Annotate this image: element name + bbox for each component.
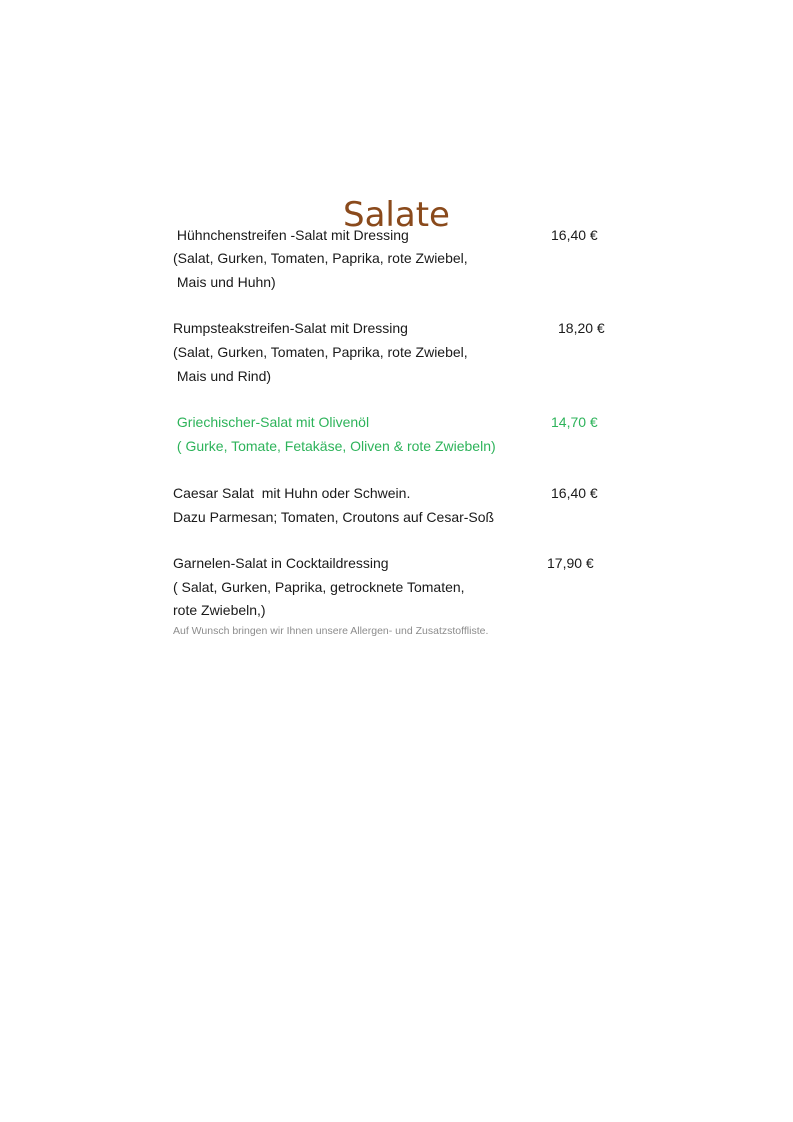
menu-item-description: Dazu Parmesan; Tomaten, Croutons auf Cesar-Soß bbox=[173, 509, 495, 525]
menu-item-price: 18,20 € bbox=[558, 320, 605, 336]
menu-item-description: Mais und Huhn) bbox=[173, 274, 276, 290]
menu-item-description: (Salat, Gurken, Tomaten, Paprika, rote Zwiebel, bbox=[173, 344, 468, 360]
menu-item-description: ( Gurke, Tomate, Fetakäse, Oliven & rote Zwiebeln) bbox=[173, 438, 496, 454]
menu-item-name: Caesar Salat mit Huhn oder Schwein. bbox=[173, 485, 411, 501]
menu-item-description: Mais und Rind) bbox=[173, 368, 272, 384]
menu-item-description: ( Salat, Gurken, Paprika, getrocknete Tomaten, bbox=[173, 579, 465, 595]
menu-item-price: 16,40 € bbox=[551, 227, 598, 243]
menu-item-price: 16,40 € bbox=[551, 485, 598, 501]
menu-item-name: Hühnchenstreifen -Salat mit Dressing bbox=[173, 227, 409, 243]
menu-item-name: Rumpsteakstreifen-Salat mit Dressing bbox=[173, 320, 408, 336]
menu-item-name: Garnelen-Salat in Cocktaildressing bbox=[173, 555, 389, 571]
allergen-note: Auf Wunsch bringen wir Ihnen unsere Allergen- und Zusatzstoffliste. bbox=[173, 625, 489, 637]
menu-item-name: Griechischer-Salat mit Olivenöl bbox=[173, 414, 370, 430]
menu-item-price: 14,70 € bbox=[551, 414, 598, 430]
menu-item-description: rote Zwiebeln,) bbox=[173, 602, 266, 618]
page-title: Salate bbox=[343, 194, 450, 235]
menu-item-price: 17,90 € bbox=[547, 555, 594, 571]
menu-item-description: (Salat, Gurken, Tomaten, Paprika, rote Zwiebel, bbox=[173, 250, 468, 266]
